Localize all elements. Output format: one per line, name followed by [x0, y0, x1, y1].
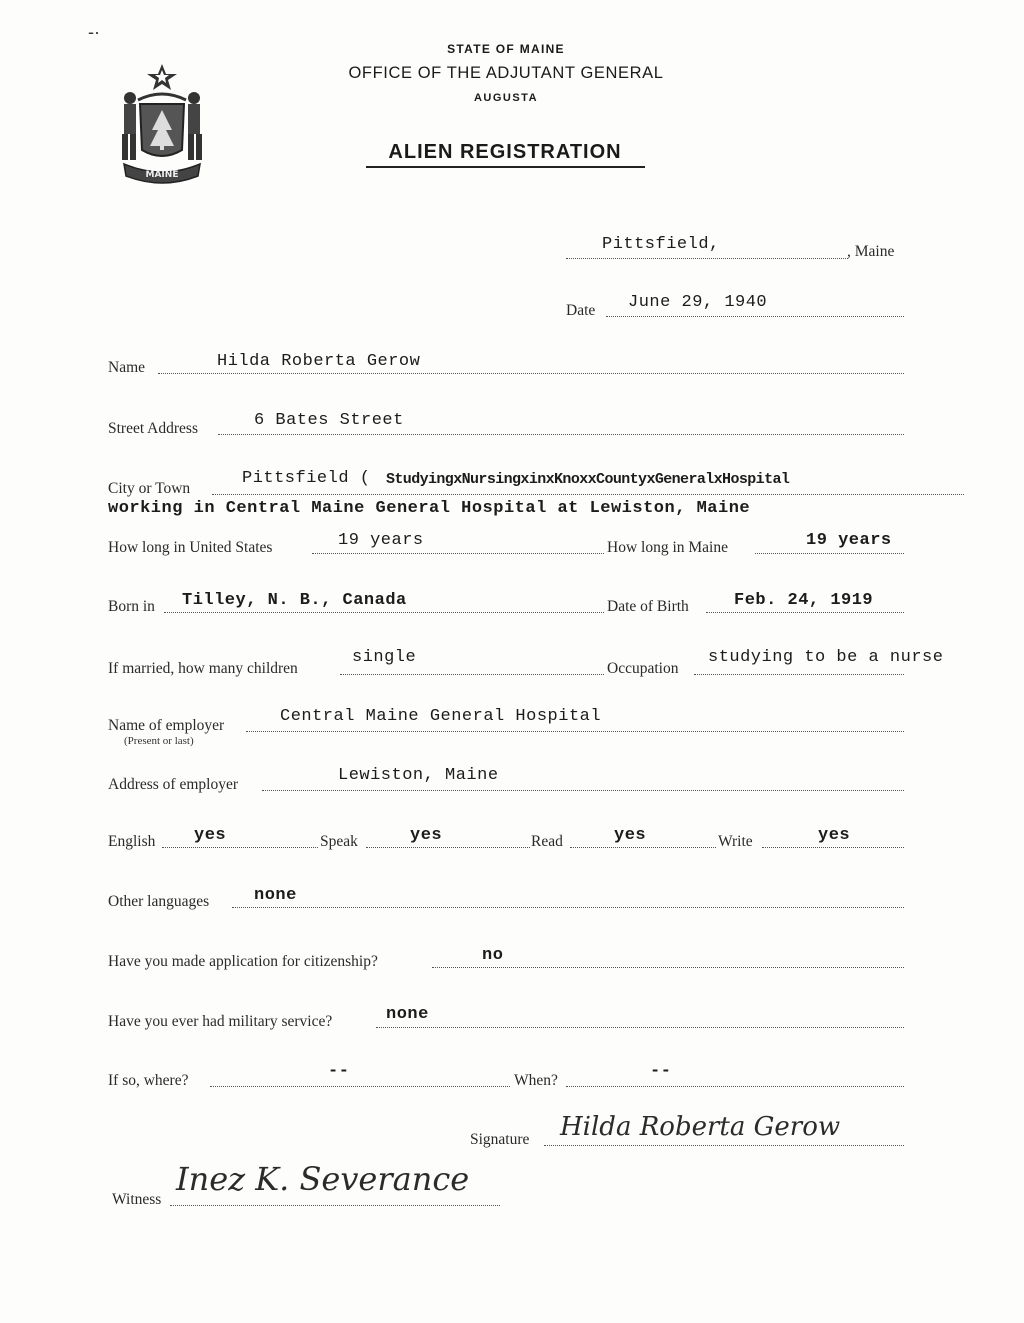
when-label: When? [514, 1072, 558, 1089]
how-long-maine-label: How long in Maine [607, 539, 728, 556]
employer-address-value: Lewiston, Maine [338, 766, 499, 785]
witness-value: Inez K. Severance [176, 1160, 470, 1198]
how-long-us-label: How long in United States [108, 539, 273, 556]
children-label: If married, how many children [108, 660, 298, 677]
born-in-value: Tilley, N. B., Canada [182, 591, 407, 610]
english-label: English [108, 833, 156, 850]
title-underline [366, 166, 645, 168]
city-town-value: Pittsfield ( [242, 469, 371, 488]
name-line [158, 373, 904, 374]
employer-address-line [262, 790, 904, 791]
how-long-maine-line [755, 553, 904, 554]
date-label: Date [566, 302, 596, 319]
born-in-line [164, 612, 604, 613]
dob-value: Feb. 24, 1919 [734, 591, 874, 610]
citizenship-line [432, 967, 904, 968]
born-in-label: Born in [108, 598, 155, 615]
other-languages-label: Other languages [108, 893, 210, 910]
military-label: Have you ever had military service? [108, 1013, 333, 1030]
when-line [566, 1086, 904, 1087]
city-town-label: City or Town [108, 480, 191, 497]
write-value: yes [818, 826, 851, 845]
city-town-continuation: working in Central Maine General Hospital at Lewiston, Maine [108, 499, 751, 518]
read-line [570, 847, 716, 848]
english-value: yes [194, 826, 227, 845]
witness-label: Witness [112, 1191, 162, 1208]
write-line [762, 847, 904, 848]
english-line [162, 847, 318, 848]
office-heading: OFFICE OF THE ADJUTANT GENERAL [348, 64, 664, 82]
street-value: 6 Bates Street [254, 411, 404, 430]
speak-value: yes [410, 826, 443, 845]
place-suffix: , Maine [847, 243, 895, 260]
signature-value: Hilda Roberta Gerow [560, 1112, 841, 1142]
where-line [210, 1086, 510, 1087]
city-town-line [212, 494, 964, 495]
place-value: Pittsfield, [602, 235, 720, 254]
street-line [218, 434, 904, 435]
employer-line [246, 731, 904, 732]
signature-line [544, 1145, 904, 1146]
speak-label: Speak [320, 833, 358, 850]
how-long-us-value: 19 years [338, 531, 424, 550]
dob-line [706, 612, 904, 613]
citizenship-value: no [482, 946, 504, 965]
svg-text:MAINE: MAINE [145, 170, 179, 180]
occupation-line [694, 674, 904, 675]
occupation-value: studying to be a nurse [708, 648, 944, 667]
city-town-struck-text: StudyingxNursingxinxKnoxxCountyxGeneralxHospital [386, 471, 790, 488]
speak-line [366, 847, 530, 848]
children-line [340, 674, 604, 675]
military-value: none [386, 1005, 429, 1024]
city-heading: AUGUSTA [473, 92, 539, 104]
name-label: Name [108, 359, 146, 376]
employer-address-label: Address of employer [108, 776, 238, 793]
when-value: -- [650, 1062, 672, 1081]
employer-value: Central Maine General Hospital [280, 707, 602, 726]
stray-mark: -· [88, 22, 100, 42]
name-value: Hilda Roberta Gerow [217, 352, 421, 371]
street-label: Street Address [108, 420, 198, 437]
citizenship-label: Have you made application for citizenship? [108, 953, 378, 970]
state-heading: STATE OF MAINE [447, 42, 565, 56]
dob-label: Date of Birth [607, 598, 689, 615]
form-title: ALIEN REGISTRATION [388, 141, 622, 163]
signature-label: Signature [470, 1131, 530, 1148]
witness-line [170, 1205, 500, 1206]
maine-state-seal-icon [108, 58, 216, 188]
employer-sublabel: (Present or last) [124, 735, 194, 747]
occupation-label: Occupation [607, 660, 679, 677]
other-languages-line [232, 907, 904, 908]
where-label: If so, where? [108, 1072, 189, 1089]
military-line [376, 1027, 904, 1028]
read-label: Read [531, 833, 563, 850]
date-line [606, 316, 904, 317]
date-value: June 29, 1940 [628, 293, 768, 312]
place-line [566, 258, 848, 259]
how-long-us-line [312, 553, 604, 554]
employer-label: Name of employer [108, 717, 225, 734]
other-languages-value: none [254, 886, 297, 905]
read-value: yes [614, 826, 647, 845]
children-value: single [352, 648, 417, 667]
how-long-maine-value: 19 years [806, 531, 892, 550]
write-label: Write [718, 833, 753, 850]
where-value: -- [328, 1062, 350, 1081]
